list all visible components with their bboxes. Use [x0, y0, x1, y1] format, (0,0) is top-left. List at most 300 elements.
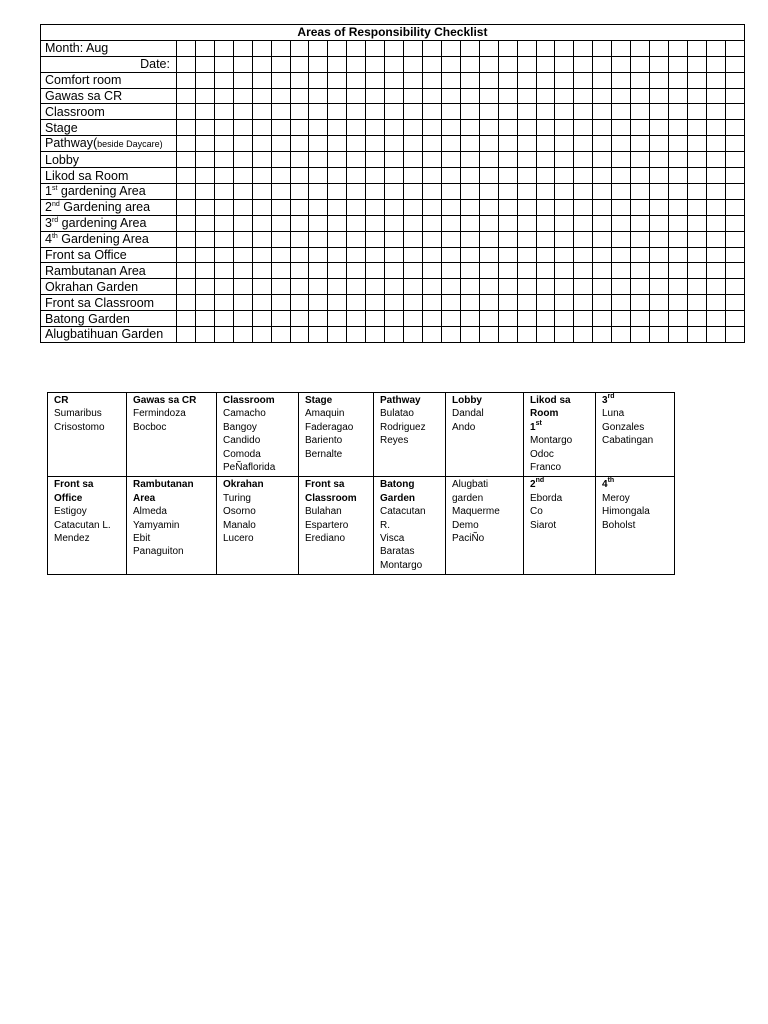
checkbox-cell[interactable] — [290, 199, 309, 215]
checkbox-cell[interactable] — [328, 40, 347, 56]
checkbox-cell[interactable] — [441, 215, 460, 231]
checkbox-cell[interactable] — [479, 199, 498, 215]
checkbox-cell[interactable] — [574, 247, 593, 263]
checkbox-cell[interactable] — [328, 263, 347, 279]
checkbox-cell[interactable] — [668, 215, 687, 231]
checkbox-cell[interactable] — [517, 184, 536, 200]
checkbox-cell[interactable] — [536, 40, 555, 56]
checkbox-cell[interactable] — [366, 120, 385, 136]
checkbox-cell[interactable] — [404, 72, 423, 88]
checkbox-cell[interactable] — [517, 231, 536, 247]
checkbox-cell[interactable] — [177, 215, 196, 231]
checkbox-cell[interactable] — [555, 136, 574, 152]
checkbox-cell[interactable] — [309, 311, 328, 327]
checkbox-cell[interactable] — [366, 104, 385, 120]
checkbox-cell[interactable] — [555, 120, 574, 136]
checkbox-cell[interactable] — [460, 56, 479, 72]
checkbox-cell[interactable] — [422, 215, 441, 231]
checkbox-cell[interactable] — [441, 168, 460, 184]
checkbox-cell[interactable] — [177, 311, 196, 327]
checkbox-cell[interactable] — [668, 263, 687, 279]
checkbox-cell[interactable] — [404, 279, 423, 295]
checkbox-cell[interactable] — [441, 88, 460, 104]
checkbox-cell[interactable] — [309, 56, 328, 72]
checkbox-cell[interactable] — [404, 231, 423, 247]
checkbox-cell[interactable] — [498, 184, 517, 200]
checkbox-cell[interactable] — [233, 327, 252, 343]
checkbox-cell[interactable] — [177, 263, 196, 279]
checkbox-cell[interactable] — [479, 40, 498, 56]
checkbox-cell[interactable] — [214, 311, 233, 327]
checkbox-cell[interactable] — [460, 88, 479, 104]
checkbox-cell[interactable] — [687, 40, 706, 56]
checkbox-cell[interactable] — [233, 168, 252, 184]
checkbox-cell[interactable] — [441, 152, 460, 168]
checkbox-cell[interactable] — [347, 72, 366, 88]
checkbox-cell[interactable] — [612, 263, 631, 279]
checkbox-cell[interactable] — [668, 136, 687, 152]
checkbox-cell[interactable] — [631, 40, 650, 56]
checkbox-cell[interactable] — [385, 215, 404, 231]
checkbox-cell[interactable] — [271, 295, 290, 311]
checkbox-cell[interactable] — [290, 311, 309, 327]
checkbox-cell[interactable] — [574, 311, 593, 327]
checkbox-cell[interactable] — [366, 40, 385, 56]
checkbox-cell[interactable] — [687, 279, 706, 295]
checkbox-cell[interactable] — [479, 72, 498, 88]
checkbox-cell[interactable] — [233, 136, 252, 152]
checkbox-cell[interactable] — [328, 327, 347, 343]
checkbox-cell[interactable] — [214, 168, 233, 184]
checkbox-cell[interactable] — [517, 168, 536, 184]
checkbox-cell[interactable] — [233, 104, 252, 120]
checkbox-cell[interactable] — [631, 72, 650, 88]
checkbox-cell[interactable] — [612, 104, 631, 120]
checkbox-cell[interactable] — [687, 168, 706, 184]
checkbox-cell[interactable] — [347, 136, 366, 152]
checkbox-cell[interactable] — [593, 263, 612, 279]
checkbox-cell[interactable] — [195, 263, 214, 279]
checkbox-cell[interactable] — [328, 215, 347, 231]
checkbox-cell[interactable] — [687, 215, 706, 231]
checkbox-cell[interactable] — [668, 104, 687, 120]
checkbox-cell[interactable] — [555, 199, 574, 215]
checkbox-cell[interactable] — [668, 295, 687, 311]
checkbox-cell[interactable] — [366, 184, 385, 200]
checkbox-cell[interactable] — [271, 231, 290, 247]
checkbox-cell[interactable] — [195, 152, 214, 168]
checkbox-cell[interactable] — [593, 56, 612, 72]
checkbox-cell[interactable] — [404, 136, 423, 152]
checkbox-cell[interactable] — [498, 136, 517, 152]
checkbox-cell[interactable] — [574, 184, 593, 200]
checkbox-cell[interactable] — [177, 279, 196, 295]
checkbox-cell[interactable] — [706, 56, 725, 72]
checkbox-cell[interactable] — [631, 279, 650, 295]
checkbox-cell[interactable] — [366, 72, 385, 88]
checkbox-cell[interactable] — [252, 40, 271, 56]
checkbox-cell[interactable] — [290, 231, 309, 247]
checkbox-cell[interactable] — [309, 184, 328, 200]
checkbox-cell[interactable] — [725, 56, 744, 72]
checkbox-cell[interactable] — [233, 263, 252, 279]
checkbox-cell[interactable] — [252, 88, 271, 104]
checkbox-cell[interactable] — [593, 231, 612, 247]
checkbox-cell[interactable] — [271, 104, 290, 120]
checkbox-cell[interactable] — [177, 327, 196, 343]
checkbox-cell[interactable] — [650, 72, 669, 88]
checkbox-cell[interactable] — [347, 88, 366, 104]
checkbox-cell[interactable] — [233, 295, 252, 311]
checkbox-cell[interactable] — [650, 168, 669, 184]
checkbox-cell[interactable] — [404, 152, 423, 168]
checkbox-cell[interactable] — [290, 184, 309, 200]
checkbox-cell[interactable] — [441, 199, 460, 215]
checkbox-cell[interactable] — [574, 231, 593, 247]
checkbox-cell[interactable] — [706, 184, 725, 200]
checkbox-cell[interactable] — [650, 263, 669, 279]
checkbox-cell[interactable] — [725, 136, 744, 152]
checkbox-cell[interactable] — [650, 40, 669, 56]
checkbox-cell[interactable] — [328, 231, 347, 247]
checkbox-cell[interactable] — [404, 184, 423, 200]
checkbox-cell[interactable] — [309, 88, 328, 104]
checkbox-cell[interactable] — [290, 136, 309, 152]
checkbox-cell[interactable] — [725, 40, 744, 56]
checkbox-cell[interactable] — [687, 295, 706, 311]
checkbox-cell[interactable] — [385, 104, 404, 120]
checkbox-cell[interactable] — [177, 295, 196, 311]
checkbox-cell[interactable] — [252, 295, 271, 311]
checkbox-cell[interactable] — [233, 72, 252, 88]
checkbox-cell[interactable] — [498, 88, 517, 104]
checkbox-cell[interactable] — [612, 247, 631, 263]
checkbox-cell[interactable] — [404, 56, 423, 72]
checkbox-cell[interactable] — [177, 120, 196, 136]
checkbox-cell[interactable] — [347, 40, 366, 56]
checkbox-cell[interactable] — [252, 327, 271, 343]
checkbox-cell[interactable] — [631, 168, 650, 184]
checkbox-cell[interactable] — [347, 295, 366, 311]
checkbox-cell[interactable] — [574, 199, 593, 215]
checkbox-cell[interactable] — [555, 168, 574, 184]
checkbox-cell[interactable] — [555, 72, 574, 88]
checkbox-cell[interactable] — [479, 88, 498, 104]
checkbox-cell[interactable] — [631, 136, 650, 152]
checkbox-cell[interactable] — [366, 215, 385, 231]
checkbox-cell[interactable] — [195, 231, 214, 247]
checkbox-cell[interactable] — [422, 199, 441, 215]
checkbox-cell[interactable] — [385, 184, 404, 200]
checkbox-cell[interactable] — [536, 311, 555, 327]
checkbox-cell[interactable] — [536, 295, 555, 311]
checkbox-cell[interactable] — [309, 295, 328, 311]
checkbox-cell[interactable] — [347, 152, 366, 168]
checkbox-cell[interactable] — [441, 327, 460, 343]
checkbox-cell[interactable] — [687, 263, 706, 279]
checkbox-cell[interactable] — [233, 120, 252, 136]
checkbox-cell[interactable] — [555, 152, 574, 168]
checkbox-cell[interactable] — [441, 247, 460, 263]
checkbox-cell[interactable] — [593, 88, 612, 104]
checkbox-cell[interactable] — [631, 120, 650, 136]
checkbox-cell[interactable] — [555, 279, 574, 295]
checkbox-cell[interactable] — [233, 184, 252, 200]
checkbox-cell[interactable] — [233, 56, 252, 72]
checkbox-cell[interactable] — [441, 72, 460, 88]
checkbox-cell[interactable] — [252, 263, 271, 279]
checkbox-cell[interactable] — [555, 88, 574, 104]
checkbox-cell[interactable] — [460, 247, 479, 263]
checkbox-cell[interactable] — [347, 199, 366, 215]
checkbox-cell[interactable] — [290, 215, 309, 231]
checkbox-cell[interactable] — [668, 327, 687, 343]
checkbox-cell[interactable] — [422, 327, 441, 343]
checkbox-cell[interactable] — [460, 168, 479, 184]
checkbox-cell[interactable] — [252, 247, 271, 263]
checkbox-cell[interactable] — [422, 88, 441, 104]
checkbox-cell[interactable] — [612, 327, 631, 343]
checkbox-cell[interactable] — [404, 88, 423, 104]
checkbox-cell[interactable] — [347, 279, 366, 295]
checkbox-cell[interactable] — [460, 327, 479, 343]
checkbox-cell[interactable] — [347, 263, 366, 279]
checkbox-cell[interactable] — [214, 72, 233, 88]
checkbox-cell[interactable] — [536, 327, 555, 343]
checkbox-cell[interactable] — [214, 56, 233, 72]
checkbox-cell[interactable] — [612, 72, 631, 88]
checkbox-cell[interactable] — [233, 88, 252, 104]
checkbox-cell[interactable] — [271, 215, 290, 231]
checkbox-cell[interactable] — [422, 40, 441, 56]
checkbox-cell[interactable] — [668, 247, 687, 263]
checkbox-cell[interactable] — [177, 56, 196, 72]
checkbox-cell[interactable] — [252, 104, 271, 120]
checkbox-cell[interactable] — [725, 215, 744, 231]
checkbox-cell[interactable] — [479, 247, 498, 263]
checkbox-cell[interactable] — [460, 136, 479, 152]
checkbox-cell[interactable] — [366, 199, 385, 215]
checkbox-cell[interactable] — [290, 263, 309, 279]
checkbox-cell[interactable] — [309, 263, 328, 279]
checkbox-cell[interactable] — [214, 263, 233, 279]
checkbox-cell[interactable] — [347, 231, 366, 247]
checkbox-cell[interactable] — [404, 104, 423, 120]
checkbox-cell[interactable] — [460, 231, 479, 247]
checkbox-cell[interactable] — [517, 311, 536, 327]
checkbox-cell[interactable] — [309, 168, 328, 184]
checkbox-cell[interactable] — [290, 168, 309, 184]
checkbox-cell[interactable] — [460, 120, 479, 136]
checkbox-cell[interactable] — [555, 263, 574, 279]
checkbox-cell[interactable] — [517, 88, 536, 104]
checkbox-cell[interactable] — [404, 247, 423, 263]
checkbox-cell[interactable] — [498, 327, 517, 343]
checkbox-cell[interactable] — [725, 72, 744, 88]
checkbox-cell[interactable] — [498, 120, 517, 136]
checkbox-cell[interactable] — [706, 88, 725, 104]
checkbox-cell[interactable] — [422, 72, 441, 88]
checkbox-cell[interactable] — [195, 56, 214, 72]
checkbox-cell[interactable] — [214, 136, 233, 152]
checkbox-cell[interactable] — [725, 168, 744, 184]
checkbox-cell[interactable] — [177, 40, 196, 56]
checkbox-cell[interactable] — [328, 184, 347, 200]
checkbox-cell[interactable] — [555, 327, 574, 343]
checkbox-cell[interactable] — [536, 184, 555, 200]
checkbox-cell[interactable] — [479, 136, 498, 152]
checkbox-cell[interactable] — [347, 104, 366, 120]
checkbox-cell[interactable] — [631, 311, 650, 327]
checkbox-cell[interactable] — [687, 56, 706, 72]
checkbox-cell[interactable] — [631, 263, 650, 279]
checkbox-cell[interactable] — [290, 120, 309, 136]
checkbox-cell[interactable] — [233, 231, 252, 247]
checkbox-cell[interactable] — [385, 295, 404, 311]
checkbox-cell[interactable] — [612, 120, 631, 136]
checkbox-cell[interactable] — [385, 152, 404, 168]
checkbox-cell[interactable] — [366, 136, 385, 152]
checkbox-cell[interactable] — [385, 88, 404, 104]
checkbox-cell[interactable] — [252, 120, 271, 136]
checkbox-cell[interactable] — [195, 184, 214, 200]
checkbox-cell[interactable] — [422, 136, 441, 152]
checkbox-cell[interactable] — [441, 40, 460, 56]
checkbox-cell[interactable] — [366, 327, 385, 343]
checkbox-cell[interactable] — [195, 88, 214, 104]
checkbox-cell[interactable] — [725, 295, 744, 311]
checkbox-cell[interactable] — [347, 184, 366, 200]
checkbox-cell[interactable] — [460, 72, 479, 88]
checkbox-cell[interactable] — [290, 295, 309, 311]
checkbox-cell[interactable] — [328, 136, 347, 152]
checkbox-cell[interactable] — [271, 263, 290, 279]
checkbox-cell[interactable] — [214, 88, 233, 104]
checkbox-cell[interactable] — [271, 311, 290, 327]
checkbox-cell[interactable] — [668, 311, 687, 327]
checkbox-cell[interactable] — [441, 120, 460, 136]
checkbox-cell[interactable] — [706, 168, 725, 184]
checkbox-cell[interactable] — [422, 184, 441, 200]
checkbox-cell[interactable] — [404, 263, 423, 279]
checkbox-cell[interactable] — [271, 56, 290, 72]
checkbox-cell[interactable] — [271, 327, 290, 343]
checkbox-cell[interactable] — [195, 40, 214, 56]
checkbox-cell[interactable] — [460, 199, 479, 215]
checkbox-cell[interactable] — [687, 184, 706, 200]
checkbox-cell[interactable] — [422, 231, 441, 247]
checkbox-cell[interactable] — [252, 215, 271, 231]
checkbox-cell[interactable] — [650, 184, 669, 200]
checkbox-cell[interactable] — [233, 152, 252, 168]
checkbox-cell[interactable] — [498, 231, 517, 247]
checkbox-cell[interactable] — [631, 88, 650, 104]
checkbox-cell[interactable] — [593, 40, 612, 56]
checkbox-cell[interactable] — [328, 88, 347, 104]
checkbox-cell[interactable] — [536, 104, 555, 120]
checkbox-cell[interactable] — [366, 168, 385, 184]
checkbox-cell[interactable] — [309, 231, 328, 247]
checkbox-cell[interactable] — [290, 247, 309, 263]
checkbox-cell[interactable] — [195, 199, 214, 215]
checkbox-cell[interactable] — [668, 56, 687, 72]
checkbox-cell[interactable] — [233, 247, 252, 263]
checkbox-cell[interactable] — [271, 136, 290, 152]
checkbox-cell[interactable] — [385, 279, 404, 295]
checkbox-cell[interactable] — [574, 279, 593, 295]
checkbox-cell[interactable] — [460, 279, 479, 295]
checkbox-cell[interactable] — [574, 72, 593, 88]
checkbox-cell[interactable] — [195, 120, 214, 136]
checkbox-cell[interactable] — [498, 279, 517, 295]
checkbox-cell[interactable] — [404, 295, 423, 311]
checkbox-cell[interactable] — [574, 152, 593, 168]
checkbox-cell[interactable] — [612, 168, 631, 184]
checkbox-cell[interactable] — [385, 247, 404, 263]
checkbox-cell[interactable] — [441, 311, 460, 327]
checkbox-cell[interactable] — [328, 104, 347, 120]
checkbox-cell[interactable] — [214, 327, 233, 343]
checkbox-cell[interactable] — [650, 152, 669, 168]
checkbox-cell[interactable] — [271, 199, 290, 215]
checkbox-cell[interactable] — [536, 279, 555, 295]
checkbox-cell[interactable] — [385, 40, 404, 56]
checkbox-cell[interactable] — [574, 327, 593, 343]
checkbox-cell[interactable] — [574, 40, 593, 56]
checkbox-cell[interactable] — [479, 184, 498, 200]
checkbox-cell[interactable] — [650, 104, 669, 120]
checkbox-cell[interactable] — [574, 168, 593, 184]
checkbox-cell[interactable] — [498, 152, 517, 168]
checkbox-cell[interactable] — [177, 72, 196, 88]
checkbox-cell[interactable] — [195, 104, 214, 120]
checkbox-cell[interactable] — [725, 279, 744, 295]
checkbox-cell[interactable] — [195, 215, 214, 231]
checkbox-cell[interactable] — [422, 279, 441, 295]
checkbox-cell[interactable] — [668, 152, 687, 168]
checkbox-cell[interactable] — [479, 279, 498, 295]
checkbox-cell[interactable] — [612, 40, 631, 56]
checkbox-cell[interactable] — [441, 184, 460, 200]
checkbox-cell[interactable] — [536, 231, 555, 247]
checkbox-cell[interactable] — [479, 295, 498, 311]
checkbox-cell[interactable] — [612, 152, 631, 168]
checkbox-cell[interactable] — [555, 104, 574, 120]
checkbox-cell[interactable] — [479, 215, 498, 231]
checkbox-cell[interactable] — [309, 104, 328, 120]
checkbox-cell[interactable] — [536, 136, 555, 152]
checkbox-cell[interactable] — [706, 263, 725, 279]
checkbox-cell[interactable] — [404, 40, 423, 56]
checkbox-cell[interactable] — [347, 215, 366, 231]
checkbox-cell[interactable] — [422, 56, 441, 72]
checkbox-cell[interactable] — [593, 152, 612, 168]
checkbox-cell[interactable] — [498, 215, 517, 231]
checkbox-cell[interactable] — [593, 327, 612, 343]
checkbox-cell[interactable] — [385, 136, 404, 152]
checkbox-cell[interactable] — [612, 279, 631, 295]
checkbox-cell[interactable] — [479, 327, 498, 343]
checkbox-cell[interactable] — [479, 56, 498, 72]
checkbox-cell[interactable] — [593, 184, 612, 200]
checkbox-cell[interactable] — [631, 247, 650, 263]
checkbox-cell[interactable] — [650, 56, 669, 72]
checkbox-cell[interactable] — [385, 120, 404, 136]
checkbox-cell[interactable] — [517, 263, 536, 279]
checkbox-cell[interactable] — [574, 215, 593, 231]
checkbox-cell[interactable] — [725, 199, 744, 215]
checkbox-cell[interactable] — [177, 168, 196, 184]
